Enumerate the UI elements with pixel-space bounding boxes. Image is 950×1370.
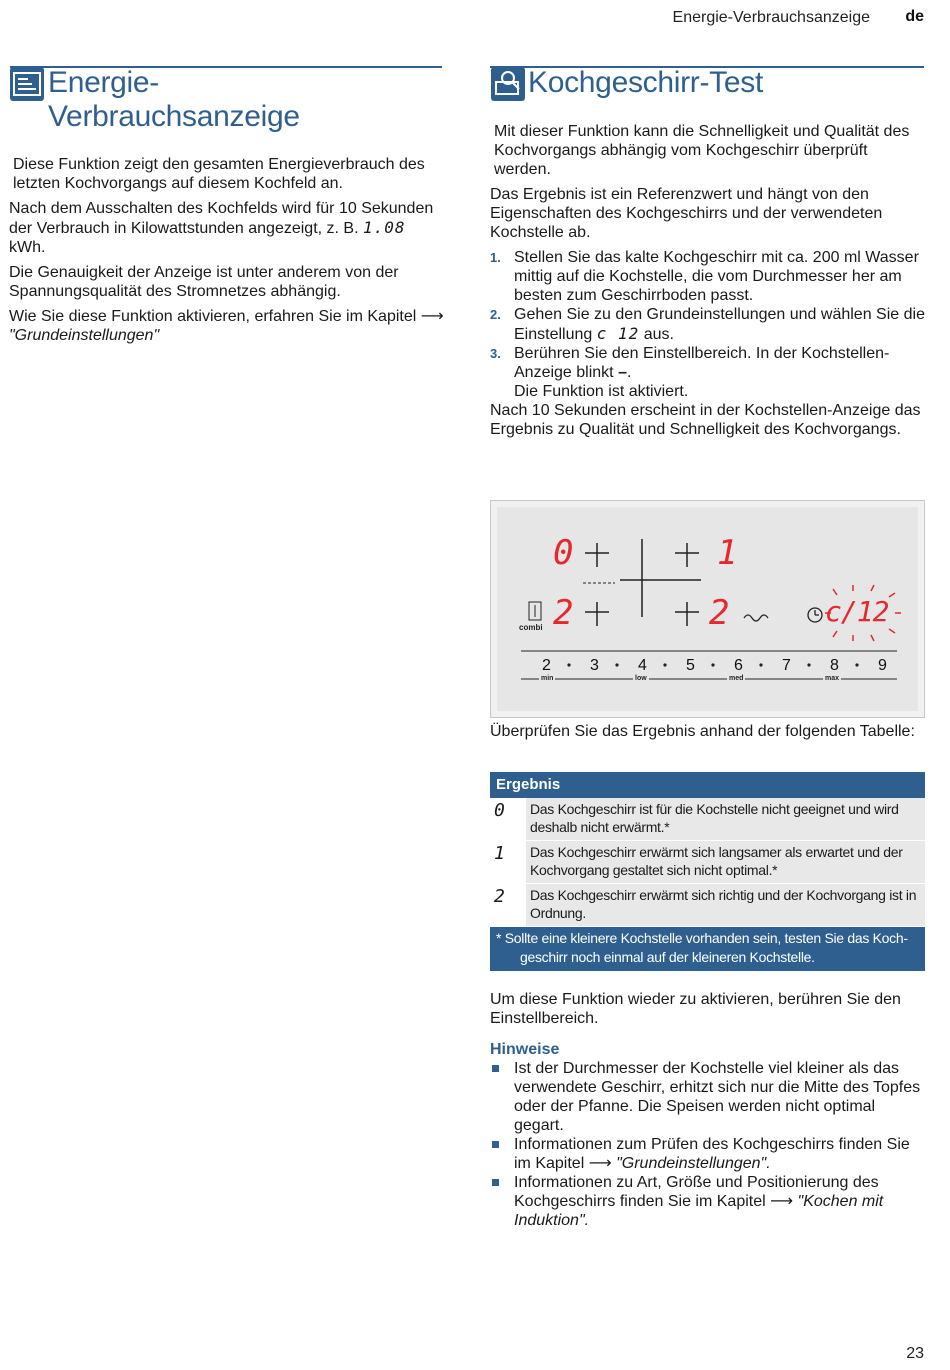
unit-label: kWh. xyxy=(9,239,46,256)
result-description: Das Kochgeschirr ist für die Kochstelle nicht geeignet und wird deshalb nicht erwärmt.* xyxy=(526,798,925,840)
scale-label-max: max xyxy=(825,675,840,682)
note-text: Ist der Durchmesser der Kochstelle viel kleiner als das verwendete Geschirr, erhitzt sich nur die Mitte des Topfes oder der Pfanne. Die Speisen werden nicht optimal gegart. xyxy=(514,1060,921,1134)
scale-number: 5 xyxy=(686,657,695,674)
scale-number: 9 xyxy=(878,657,887,674)
arrow-right-icon: ⟶ xyxy=(588,1155,617,1172)
scale-number: 6 xyxy=(734,657,743,674)
step-number: 3. xyxy=(490,346,501,361)
scale-number: 4 xyxy=(638,657,647,674)
table-header: Ergebnis xyxy=(490,772,925,798)
section-heading-energy xyxy=(48,66,300,134)
paragraph: Nach 10 Sekunden erscheint in der Kochstellen-Anzeige das Ergebnis zu Qualität und Schnelligkeit des Kochvorgangs. xyxy=(490,402,921,438)
notes-title: Hinweise xyxy=(490,1041,560,1058)
blink-symbol: – xyxy=(618,364,627,381)
notes-section xyxy=(490,1041,926,1230)
page-number: 23 xyxy=(906,1345,924,1362)
heading-line-2: Verbrauchsanzeige xyxy=(48,100,300,133)
zone-display-top-right: 1 xyxy=(717,533,739,573)
note-item xyxy=(490,1135,926,1173)
result-symbol: 0 xyxy=(490,798,526,840)
energy-section-body xyxy=(9,155,444,351)
cooktop-panel-illustration xyxy=(490,500,925,718)
note-text: Informationen zu Art, Größe und Positionierung des Kochgeschirrs finden Sie im Kapitel xyxy=(514,1174,879,1210)
scale-number: 2 xyxy=(542,657,551,674)
result-table xyxy=(490,772,925,971)
scale-label-low: low xyxy=(635,675,647,682)
paragraph xyxy=(9,199,444,257)
combi-label: combi xyxy=(519,623,543,632)
result-symbol: 1 xyxy=(490,841,526,883)
paragraph: Diese Funktion zeigt den gesamten Energieverbrauch des letzten Kochvorgangs auf diesem Kochfeld an. xyxy=(13,156,425,192)
chapter-link[interactable]: "Grundeinstellungen". xyxy=(616,1155,771,1172)
cookware-section-body xyxy=(490,122,926,445)
paragraph xyxy=(9,307,444,345)
step-number: 1. xyxy=(490,250,501,265)
table-footnote xyxy=(490,927,925,971)
paragraph-text: Nach dem Ausschalten des Kochfelds wird für 10 Sekunden der Verbrauch in Kilowattstunden angezeigt, z. B. xyxy=(9,200,434,237)
instruction-steps xyxy=(490,248,926,401)
paragraph: Um diese Funktion wieder zu aktivieren, berühren Sie den Einstellbereich. xyxy=(490,991,901,1027)
step-number: 2. xyxy=(490,307,501,322)
cookware-test-icon xyxy=(491,67,525,101)
paragraph: Überprüfen Sie das Ergebnis anhand der folgenden Tabelle: xyxy=(490,723,915,740)
paragraph: Mit dieser Funktion kann die Schnelligkeit und Qualität des Kochvorgangs abhängig vom Kochgeschirr überprüft werden. xyxy=(494,123,910,178)
setting-symbol: c 12 xyxy=(596,324,640,343)
scale-number: 8 xyxy=(830,657,839,674)
step-text: aus. xyxy=(643,326,674,343)
table-row xyxy=(490,884,925,927)
note-item xyxy=(490,1059,926,1135)
result-description: Das Kochgeschirr erwärmt sich langsamer als erwartet und der Kochvorgang gestaltet sich nicht optimal.* xyxy=(526,841,925,883)
consumption-display-value: 1.08 xyxy=(363,218,406,237)
arrow-right-icon: ⟶ xyxy=(770,1193,798,1210)
table-row xyxy=(490,798,925,841)
step-text: Berühren Sie den Einstellbereich. In der Kochstellen-Anzeige blinkt xyxy=(514,345,890,381)
timer-display: c/12 xyxy=(825,595,889,628)
result-symbol: 2 xyxy=(490,884,526,926)
paragraph: Das Ergebnis ist ein Referenzwert und hängt von den Eigenschaften des Kochgeschirrs und der verwendeten Kochstelle ab. xyxy=(490,186,883,241)
energy-meter-icon xyxy=(10,67,44,101)
zone-display-bottom-right: 2 xyxy=(709,593,731,633)
step-item: 3. Berühren Sie den Einstellbereich. In der Kochstellen-Anzeige blinkt –. Die Funktion ist aktiviert. xyxy=(490,345,890,400)
scale-label-med: med xyxy=(729,675,744,682)
step-text: Gehen Sie zu den Grundeinstellungen und wählen Sie die Einstellung xyxy=(514,306,925,343)
footnote-line: geschirr noch einmal auf der kleineren Kochstelle. xyxy=(520,949,815,965)
step-item xyxy=(490,305,926,344)
scale-number: 7 xyxy=(782,657,791,674)
paragraph: Die Genauigkeit der Anzeige ist unter anderem von der Spannungsqualität des Stromnetzes abhängig. xyxy=(9,264,399,300)
panel-surface xyxy=(497,507,918,711)
note-text: Informationen zum Prüfen des Kochgeschirrs finden Sie im Kapitel xyxy=(514,1136,910,1172)
result-description: Das Kochgeschirr erwärmt sich richtig und der Kochvorgang ist in Ordnung. xyxy=(526,884,925,926)
step-result: Die Funktion ist aktiviert. xyxy=(514,383,689,400)
table-row xyxy=(490,841,925,884)
scale-label-min: min xyxy=(541,675,554,682)
notes-list xyxy=(490,1059,926,1230)
arrow-right-icon: ⟶ xyxy=(420,308,444,325)
scale-number: 3 xyxy=(590,657,599,674)
footnote-line: * Sollte eine kleinere Kochstelle vorhanden sein, testen Sie das Koch- xyxy=(496,930,908,946)
note-item xyxy=(490,1173,926,1230)
section-heading-cookware: Kochgeschirr-Test xyxy=(528,66,763,99)
heading-line-1: Energie- xyxy=(48,66,159,99)
chapter-link[interactable]: "Grundeinstellungen" xyxy=(9,327,160,344)
paragraph-text: Wie Sie diese Funktion aktivieren, erfahren Sie im Kapitel xyxy=(9,308,417,325)
step-item xyxy=(490,248,926,305)
step-text: Stellen Sie das kalte Kochgeschirr mit ca. 200 ml Wasser mittig auf die Kochstelle, die vom Durchmesser her am besten zum Geschirrboden passt. xyxy=(514,249,919,304)
zone-display-bottom-left: 2 xyxy=(553,593,575,633)
running-header-title: Energie-Verbrauchsanzeige xyxy=(672,9,870,26)
language-code: de xyxy=(905,8,924,25)
chapter-link[interactable]: "Kochen mit Induktion". xyxy=(514,1193,884,1229)
zone-display-top-left: 0 xyxy=(553,533,575,573)
